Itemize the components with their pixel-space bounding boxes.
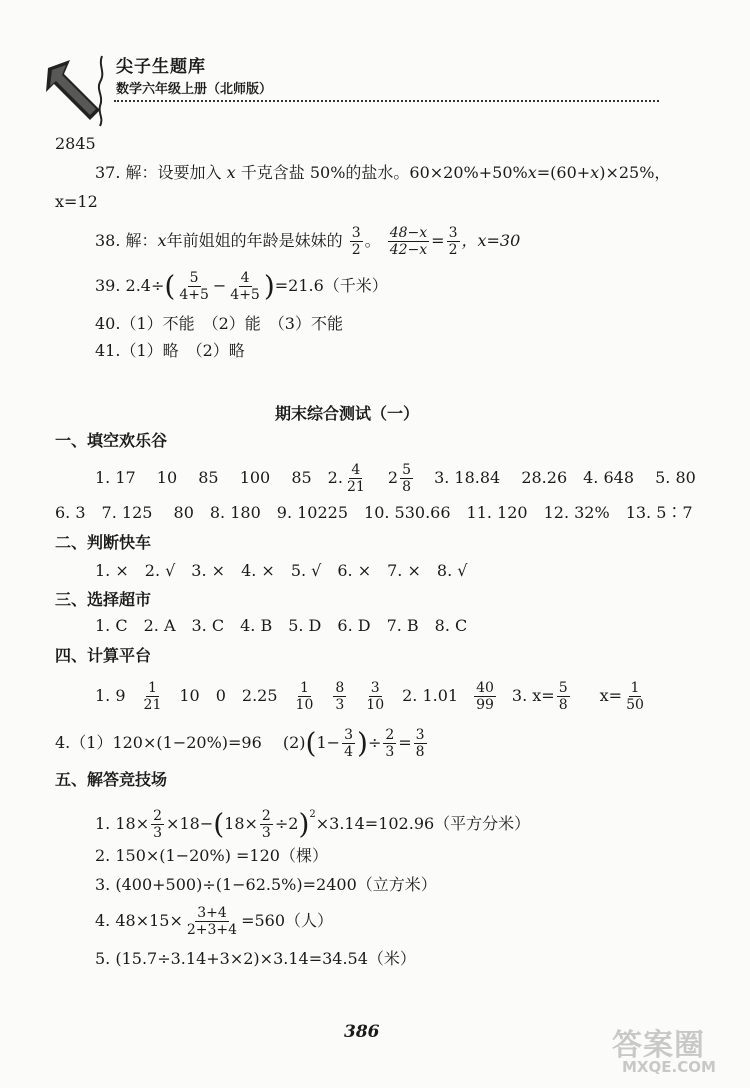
solve-4 bbox=[95, 905, 333, 938]
solve-3: 3. (400+500)÷(1−62.5%)=2400（立方米） bbox=[95, 875, 437, 894]
paren-left: ( bbox=[305, 726, 317, 760]
book-title: 尖子生题库 bbox=[116, 57, 206, 77]
denominator: 42−x bbox=[389, 242, 428, 259]
denominator: 50 bbox=[626, 697, 644, 714]
numerator: 48−x bbox=[389, 225, 428, 241]
denominator: 8 bbox=[402, 479, 411, 496]
fraction bbox=[474, 680, 496, 713]
denominator: 4 bbox=[344, 744, 353, 761]
var-x: x bbox=[226, 163, 236, 182]
text: 4. 48×15× bbox=[95, 911, 183, 931]
answer-37-result: x=12 bbox=[55, 192, 98, 211]
fraction bbox=[260, 808, 273, 841]
numerator: 3 bbox=[344, 727, 353, 743]
fraction bbox=[350, 225, 363, 258]
denominator: 3 bbox=[385, 744, 395, 761]
denominator: 4+5 bbox=[179, 287, 209, 304]
denominator: 21 bbox=[346, 479, 365, 496]
book-subtitle: 数学六年级上册（北师版） bbox=[116, 82, 273, 97]
denominator: 8 bbox=[558, 697, 568, 714]
paren-right: ) bbox=[298, 807, 310, 841]
text: 18× bbox=[224, 814, 258, 834]
solve-2: 2. 150×(1−20%) =120（棵） bbox=[95, 846, 328, 865]
numerator: 3+4 bbox=[197, 905, 227, 921]
fraction bbox=[345, 462, 367, 495]
calc-line-2 bbox=[55, 727, 429, 760]
paren-right: ) bbox=[357, 726, 368, 760]
text: 38. 解： bbox=[95, 231, 158, 251]
text: 千克含盐 50%的盐水。60×20%+50% bbox=[240, 163, 528, 182]
denominator: 10 bbox=[366, 697, 385, 714]
judge-answers: 1. × 2. √ 3. × 4. × 5. √ 6. × 7. × 8. √ bbox=[95, 561, 468, 580]
fraction bbox=[228, 270, 262, 303]
text: 1. 17 10 85 100 85 2. bbox=[95, 468, 343, 488]
text: ×3.14=102.96（平方分米） bbox=[315, 814, 531, 834]
text: )×25%， bbox=[599, 163, 671, 182]
text: 1. 9 bbox=[95, 686, 126, 706]
fraction bbox=[342, 727, 355, 760]
arrow-logo-icon bbox=[40, 48, 110, 128]
text: = bbox=[431, 231, 445, 251]
denominator: 10 bbox=[295, 697, 314, 714]
text: 3. x= bbox=[511, 686, 555, 706]
calc-line-1 bbox=[95, 680, 648, 713]
text: 3. 18.84 28.26 4. 648 5. 80 bbox=[434, 468, 696, 488]
header-divider bbox=[114, 100, 659, 102]
var-x: x bbox=[527, 163, 537, 182]
text: − bbox=[212, 276, 227, 296]
text: ，x=30 bbox=[461, 231, 521, 251]
text: 39. 2.4÷ bbox=[95, 276, 165, 296]
numerator: 2 bbox=[261, 808, 271, 824]
fraction bbox=[447, 225, 460, 258]
solve-1 bbox=[95, 808, 530, 841]
section-1-heading: 一、填空欢乐谷 bbox=[55, 431, 168, 450]
text: 10 0 2.25 bbox=[179, 686, 278, 706]
text: =21.6（千米） bbox=[274, 276, 388, 296]
fraction bbox=[142, 680, 164, 713]
numerator: 5 bbox=[558, 680, 568, 696]
paren-right: ) bbox=[263, 269, 275, 303]
denominator: 3 bbox=[153, 825, 163, 842]
var-x: x bbox=[157, 231, 167, 251]
numerator: 1 bbox=[147, 680, 157, 696]
denominator: 3 bbox=[335, 697, 345, 714]
text: 年前姐姐的年龄是妹妹的 bbox=[166, 231, 343, 251]
section-3-heading: 三、选择超市 bbox=[55, 590, 152, 609]
answer-39 bbox=[95, 270, 388, 303]
text: = bbox=[398, 733, 412, 753]
denominator: 2 bbox=[448, 242, 458, 259]
numerator: 2 bbox=[153, 808, 163, 824]
text: x= bbox=[599, 686, 623, 706]
text: 2. 1.01 bbox=[402, 686, 459, 706]
fraction bbox=[333, 680, 346, 713]
denominator: 2+3+4 bbox=[186, 922, 238, 939]
text: 。 bbox=[364, 231, 381, 251]
answer-41: 41.（1）略 （2）略 bbox=[95, 341, 245, 360]
numerator: 8 bbox=[335, 680, 345, 696]
denominator: 21 bbox=[143, 697, 162, 714]
text: ÷ bbox=[367, 733, 382, 753]
answer-37 bbox=[95, 165, 670, 181]
fraction bbox=[388, 225, 429, 258]
paren-left: ( bbox=[213, 807, 225, 841]
numerator: 1 bbox=[630, 680, 640, 696]
paren-left: ( bbox=[164, 269, 176, 303]
fill-line-1 bbox=[95, 462, 696, 495]
answer-40: 40.（1）不能 （2）能 （3）不能 bbox=[95, 314, 343, 333]
fraction bbox=[185, 905, 239, 938]
page-number: 386 bbox=[344, 1022, 380, 1042]
section-5-heading: 五、解答竞技场 bbox=[55, 770, 168, 789]
numerator: 3 bbox=[351, 225, 361, 241]
section-4-heading: 四、计算平台 bbox=[55, 646, 152, 665]
numerator: 2 bbox=[385, 727, 395, 743]
numerator: 3 bbox=[370, 680, 380, 696]
numerator: 1 bbox=[299, 680, 309, 696]
numerator: 3 bbox=[415, 727, 425, 743]
fraction bbox=[364, 680, 386, 713]
text: 1− bbox=[316, 733, 341, 753]
fill-line-2: 6. 3 7. 125 80 8. 180 9. 10225 10. 530.66 11. 120 12. 32% 13. 5∶7 bbox=[55, 503, 693, 522]
denominator: 99 bbox=[476, 697, 494, 714]
text: 1. 18× bbox=[95, 814, 150, 834]
answer-38 bbox=[95, 225, 520, 258]
whole-number: 2 bbox=[387, 468, 399, 488]
exponent: 2 bbox=[309, 809, 316, 821]
numerator: 3 bbox=[448, 225, 458, 241]
text: ÷2 bbox=[274, 814, 299, 834]
fraction bbox=[151, 808, 164, 841]
text: 37. 解：设要加入 bbox=[95, 163, 222, 182]
denominator: 4+5 bbox=[230, 287, 260, 304]
denominator: 3 bbox=[261, 825, 271, 842]
watermark-logo: 答案圈 bbox=[612, 1028, 705, 1063]
watermark-url: MXQE.COM bbox=[622, 1058, 716, 1076]
fraction bbox=[624, 680, 646, 713]
denominator: 2 bbox=[351, 242, 361, 259]
answer-cont: 2845 bbox=[55, 134, 96, 153]
section-2-heading: 二、判断快车 bbox=[55, 533, 152, 552]
solve-5: 5. (15.7÷3.14+3×2)×3.14=34.54（米） bbox=[95, 949, 416, 968]
text: 4.（1）120×(1−20%)=96 (2) bbox=[55, 733, 306, 753]
var-x: x bbox=[590, 163, 600, 182]
text: =560（人） bbox=[241, 911, 334, 931]
numerator: 5 bbox=[189, 270, 199, 286]
exam-title: 期末综合测试（一） bbox=[275, 404, 420, 423]
fraction bbox=[383, 727, 396, 760]
fraction bbox=[557, 680, 570, 713]
text: =(60+ bbox=[536, 163, 591, 182]
denominator: 8 bbox=[415, 744, 425, 761]
numerator: 40 bbox=[476, 680, 494, 696]
fraction bbox=[414, 727, 427, 760]
numerator: 5 bbox=[402, 462, 411, 478]
numerator: 4 bbox=[351, 462, 361, 478]
fraction bbox=[177, 270, 211, 303]
fraction bbox=[400, 462, 413, 495]
choose-answers: 1. C 2. A 3. C 4. B 5. D 6. D 7. B 8. C bbox=[95, 616, 468, 635]
numerator: 4 bbox=[240, 270, 250, 286]
text: ×18− bbox=[166, 814, 214, 834]
fraction bbox=[294, 680, 316, 713]
